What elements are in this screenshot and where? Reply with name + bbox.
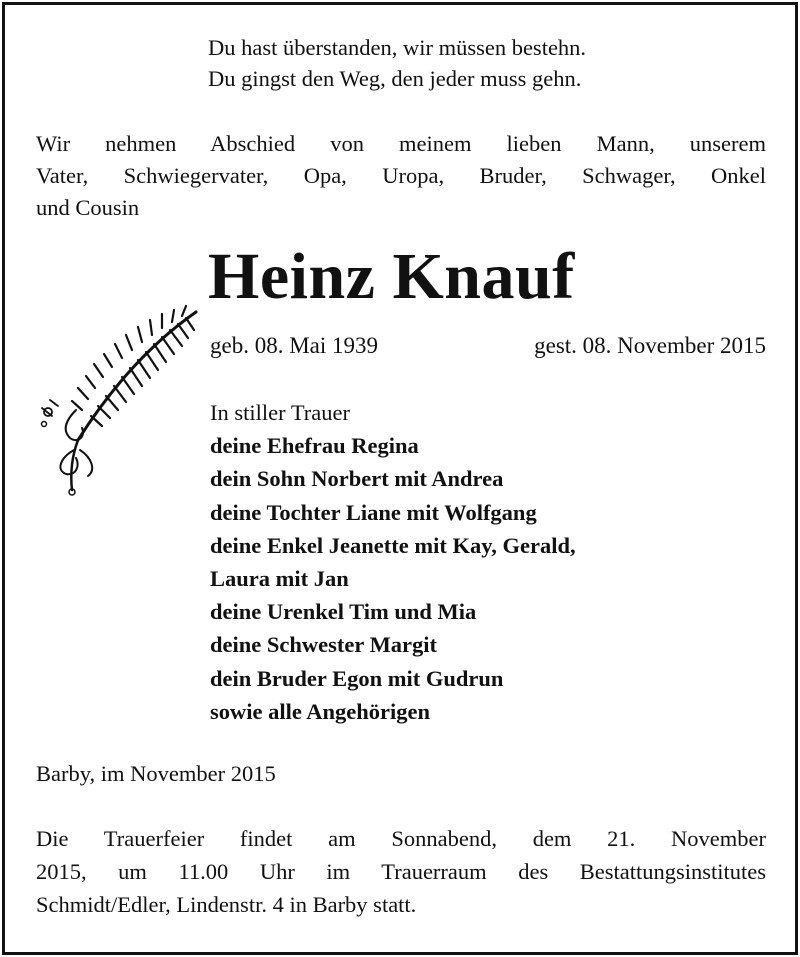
funeral-line: Schmidt/Edler, Lindenstr. 4 in Barby statt. [36, 892, 417, 917]
farewell-text [36, 128, 766, 224]
mourner-line: deine Tochter Liane mit Wolfgang [210, 499, 537, 525]
farewell-line: Vater, Schwiegervater, Opa, Uropa, Bruder, Schwager, Onkel [36, 163, 766, 188]
poem-line: Du gingst den Weg, den jeder muss gehn. [208, 66, 582, 91]
mourners-intro: In stiller Trauer [210, 400, 350, 425]
mourner-line: Laura mit Jan [210, 566, 349, 592]
mourner-line: deine Enkel Jeanette mit Kay, Gerald, [210, 532, 576, 558]
mourner-line: dein Sohn Norbert mit Andrea [210, 466, 504, 492]
mourner-line: deine Schwester Margit [210, 632, 438, 658]
place-date: Barby, im November 2015 [36, 761, 276, 786]
mourner-line: deine Urenkel Tim und Mia [210, 599, 477, 625]
mourner-line: deine Ehefrau Regina [210, 433, 419, 459]
farewell-line: und Cousin [36, 195, 140, 220]
mourners-list [210, 396, 576, 728]
mourner-line: sowie alle Angehörigen [210, 698, 430, 724]
memorial-poem [208, 32, 586, 94]
palm-branch-icon [36, 300, 206, 500]
funeral-line: Die Trauerfeier findet am Sonnabend, dem 21. November [36, 826, 766, 851]
birth-date: geb. 08. Mai 1939 [210, 333, 379, 358]
funeral-info [36, 822, 766, 921]
mourner-line: dein Bruder Egon mit Gudrun [210, 665, 504, 691]
funeral-line: 2015, um 11.00 Uhr im Trauerraum des Bestattungsinstitutes [36, 859, 766, 884]
farewell-line: Wir nehmen Abschied von meinem lieben Mann, unserem [36, 131, 766, 156]
death-date: gest. 08. November 2015 [534, 333, 766, 358]
poem-line: Du hast überstanden, wir müssen bestehn. [208, 35, 587, 60]
deceased-name: Heinz Knauf [208, 240, 575, 313]
